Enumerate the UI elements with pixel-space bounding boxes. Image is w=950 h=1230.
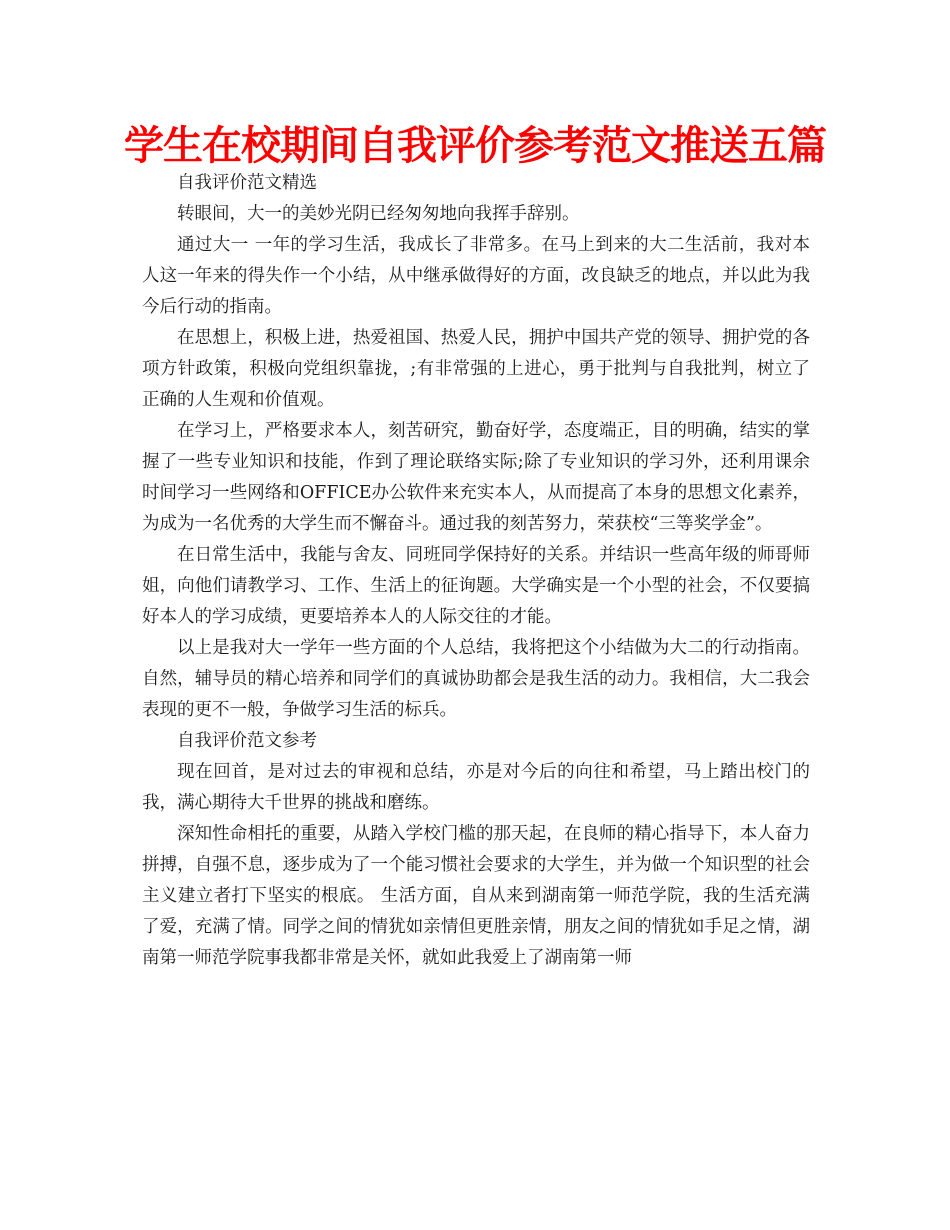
document-title: 学生在校期间自我评价参考范文推送五篇 xyxy=(124,123,826,169)
paragraph: 深知性命相托的重要，从踏入学校门槛的那天起，在良师的精心指导下，本人奋力拼搏，自强不息，逐步成为了一个能习惯社会要求的大学生，并为做一个知识型的社会主义建立者打下坚实的根底。 生活方面，自从来到湖南第一师范学院，我的生活充满了爱，充满了情。同学之间的情犹如亲情但更胜亲情，朋友之间的情犹如手足之情，湖南第一师范学院事我都非常是关怀，就如此我爱上了湖南第一师 xyxy=(142,824,810,968)
paragraph: 转眼间，大一的美妙光阴已经匆匆地向我挥手辞别。 xyxy=(177,204,580,224)
paragraph: 在日常生活中，我能与舍友、同班同学保持好的关系。并结识一些高年级的师哥师姐，向他们请教学习、工作、生活上的征询题。大学确实是一个小型的社会，不仅要搞好本人的学习成绩，更要培养本人的人际交往的才能。 xyxy=(142,545,810,627)
section-heading-selected: 自我评价范文精选 xyxy=(177,173,317,193)
paragraph: 现在回首，是对过去的审视和总结，亦是对今后的向往和希望，马上踏出校门的我，满心期待大千世界的挑战和磨练。 xyxy=(142,762,810,813)
document-body xyxy=(142,168,810,974)
section-heading-reference: 自我评价范文参考 xyxy=(177,731,317,751)
paragraph: 在思想上，积极上进，热爱祖国、热爱人民，拥护中国共产党的领导、拥护党的各项方针政策，积极向党组织靠拢，;有非常强的上进心，勇于批判与自我批判，树立了正确的人生观和价值观。 xyxy=(142,328,810,410)
paragraph: 在学习上，严格要求本人，刻苦研究，勤奋好学，态度端正，目的明确，结实的掌握了一些专业知识和技能，作到了理论联络实际;除了专业知识的学习外，还利用课余时间学习一些网络和OFFICE办公软件来充实本人，从而提高了本身的思想文化素养，为成为一名优秀的大学生而不懈奋斗。通过我的刻苦努力，荣获校“三等奖学金”。 xyxy=(142,421,810,534)
paragraph: 通过大一 一年的学习生活，我成长了非常多。在马上到来的大二生活前，我对本人这一年来的得失作一个小结，从中继承做得好的方面，改良缺乏的地点，并以此为我今后行动的指南。 xyxy=(142,235,810,317)
paragraph: 以上是我对大一学年一些方面的个人总结，我将把这个小结做为大二的行动指南。自然，辅导员的精心培养和同学们的真诚协助都会是我生活的动力。我相信，大二我会表现的更不一般，争做学习生活的标兵。 xyxy=(142,638,810,720)
